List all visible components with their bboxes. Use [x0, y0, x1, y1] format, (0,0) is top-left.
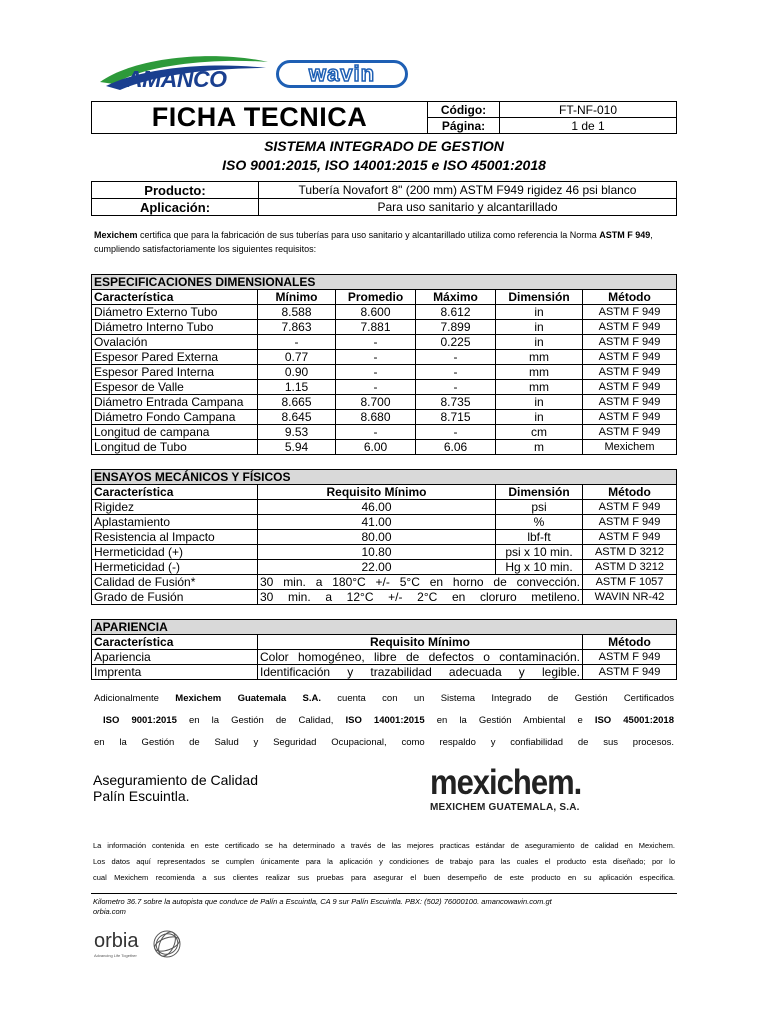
method-cell: ASTM F 1057 [583, 575, 677, 590]
additional-line-1 [94, 693, 674, 704]
pagina-label: Página: [428, 118, 500, 134]
column-header: Requisito Mínimo [258, 635, 583, 650]
characteristic-cell: Diámetro Externo Tubo [92, 305, 258, 320]
characteristic-cell: Espesor Pared Externa [92, 350, 258, 365]
value-cell: 8.600 [336, 305, 416, 320]
value-cell: in [496, 305, 583, 320]
value-cell: 7.899 [416, 320, 496, 335]
additional-text: en la Gestión de Calidad, [176, 715, 346, 726]
requirement-cell: 41.00 [258, 515, 496, 530]
value-cell: - [416, 350, 496, 365]
iso-9001: ISO 9001:2015 [103, 715, 177, 726]
dimensional-header-row [92, 290, 677, 305]
method-cell: WAVIN NR-42 [583, 590, 677, 605]
value-cell: 0.90 [258, 365, 336, 380]
disclaimer-line-2: Los datos aquí representados se cumplen únicamente para la aplicación y condiciones de trabajo para las cuales el producto esta diseñado; por lo [93, 857, 675, 866]
value-cell: mm [496, 380, 583, 395]
characteristic-cell: Imprenta [92, 665, 258, 680]
value-cell: 8.612 [416, 305, 496, 320]
table-row [92, 335, 677, 350]
product-table [91, 181, 677, 216]
characteristic-cell: Resistencia al Impacto [92, 530, 258, 545]
value-cell: 8.645 [258, 410, 336, 425]
disclaimer-line-3: cual Mexichem recomienda a sus clientes realizar sus pruebas para asegurar el buen desempeño de este producto en su aplicación especifica. [93, 873, 675, 882]
method-cell: ASTM D 3212 [583, 560, 677, 575]
column-header: Máximo [416, 290, 496, 305]
requirement-cell: 80.00 [258, 530, 496, 545]
value-cell: 7.863 [258, 320, 336, 335]
document-title: FICHA TECNICA [92, 102, 428, 134]
value-cell: Mexichem [583, 440, 677, 455]
appearance-header-row [92, 635, 677, 650]
value-cell: 1.15 [258, 380, 336, 395]
intro-text-end: , cumpliendo satisfactoriamente los siguientes requisitos: [94, 230, 653, 254]
mexichem-logo [430, 761, 610, 813]
mechanical-section-title: ENSAYOS MECÁNICOS Y FÍSICOS [92, 470, 677, 485]
value-cell: ASTM F 949 [583, 335, 677, 350]
value-cell: 8.735 [416, 395, 496, 410]
value-cell: - [336, 380, 416, 395]
table-row [92, 395, 677, 410]
table-row [92, 350, 677, 365]
requirement-cell: 46.00 [258, 500, 496, 515]
column-header: Característica [92, 485, 258, 500]
table-row [92, 440, 677, 455]
characteristic-cell: Diámetro Fondo Campana [92, 410, 258, 425]
mexichem-wordmark: mexichem. [430, 761, 582, 802]
value-cell: mm [496, 350, 583, 365]
value-cell: cm [496, 425, 583, 440]
orbia-tagline: Advancing Life Together [94, 953, 137, 958]
value-cell: - [416, 380, 496, 395]
disclaimer-line-1: La información contenida en este certificado se ha determinado a través de las mejores practicas estándar de aseguramiento de calidad en Mexichem. [93, 841, 675, 850]
characteristic-cell: Aplastamiento [92, 515, 258, 530]
mechanical-header-row [92, 485, 677, 500]
orbia-globe-icon [150, 928, 184, 960]
value-cell: ASTM F 949 [583, 320, 677, 335]
value-cell: 8.665 [258, 395, 336, 410]
characteristic-cell: Longitud de Tubo [92, 440, 258, 455]
table-row [92, 305, 677, 320]
value-cell: 0.225 [416, 335, 496, 350]
table-row [92, 665, 677, 680]
column-header: Promedio [336, 290, 416, 305]
value-cell: - [258, 335, 336, 350]
qa-department: Aseguramiento de Calidad [93, 772, 258, 788]
column-header: Método [583, 485, 677, 500]
column-header: Método [583, 290, 677, 305]
value-cell: 8.588 [258, 305, 336, 320]
value-cell: in [496, 320, 583, 335]
requirement-cell: 30 min. a 180°C +/- 5°C en horno de convección. [258, 575, 583, 590]
requirement-cell: 10.80 [258, 545, 496, 560]
value-cell: - [336, 335, 416, 350]
requirement-cell: Identificación y trazabilidad adecuada y legible. [258, 665, 583, 680]
characteristic-cell: Espesor Pared Interna [92, 365, 258, 380]
header-table [91, 101, 677, 134]
method-cell: ASTM F 949 [583, 530, 677, 545]
column-header: Dimensión [496, 485, 583, 500]
table-row [92, 530, 677, 545]
characteristic-cell: Hermeticidad (+) [92, 545, 258, 560]
method-cell: ASTM F 949 [583, 515, 677, 530]
value-cell: 5.94 [258, 440, 336, 455]
value-cell: m [496, 440, 583, 455]
appearance-table [91, 619, 677, 680]
value-cell: ASTM F 949 [583, 350, 677, 365]
characteristic-cell: Hermeticidad (-) [92, 560, 258, 575]
amanco-logo [96, 52, 276, 96]
method-cell: ASTM F 949 [583, 665, 677, 680]
wavin-wordmark: wavin [308, 61, 376, 86]
table-row [92, 365, 677, 380]
additional-line-2 [103, 715, 674, 726]
value-cell: - [416, 365, 496, 380]
column-header: Característica [92, 635, 258, 650]
intro-standard: ASTM F 949 [599, 230, 651, 240]
pagina-value: 1 de 1 [500, 118, 677, 134]
characteristic-cell: Ovalación [92, 335, 258, 350]
characteristic-cell: Espesor de Valle [92, 380, 258, 395]
value-cell: - [416, 425, 496, 440]
value-cell: 9.53 [258, 425, 336, 440]
table-row [92, 320, 677, 335]
qa-location: Palín Escuintla. [93, 788, 190, 804]
value-cell: ASTM F 949 [583, 365, 677, 380]
dimension-cell: psi [496, 500, 583, 515]
value-cell: - [336, 350, 416, 365]
intro-company: Mexichem [94, 230, 138, 240]
characteristic-cell: Apariencia [92, 650, 258, 665]
table-row [92, 515, 677, 530]
wavin-logo [276, 60, 408, 88]
iso-14001: ISO 14001:2015 [345, 715, 425, 726]
value-cell: 6.06 [416, 440, 496, 455]
value-cell: 6.00 [336, 440, 416, 455]
value-cell: ASTM F 949 [583, 410, 677, 425]
method-cell: ASTM F 949 [583, 650, 677, 665]
method-cell: ASTM F 949 [583, 500, 677, 515]
producto-value: Tubería Novafort 8" (200 mm) ASTM F949 rigidez 46 psi blanco [259, 182, 677, 199]
requirement-cell: Color homogéneo, libre de defectos o contaminación. [258, 650, 583, 665]
additional-line-3: en la Gestión de Salud y Seguridad Ocupacional, como respaldo y confiabilidad de sus procesos. [94, 737, 674, 748]
table-row [92, 560, 677, 575]
additional-text: en la Gestión Ambiental e [424, 715, 595, 726]
column-header: Método [583, 635, 677, 650]
table-row [92, 650, 677, 665]
mexichem-subtitle: MEXICHEM GUATEMALA, S.A. [430, 802, 580, 813]
codigo-value: FT-NF-010 [500, 102, 677, 118]
additional-text: cuenta con un Sistema Integrado de Gestión Certificados [320, 693, 674, 704]
value-cell: in [496, 335, 583, 350]
characteristic-cell: Rigidez [92, 500, 258, 515]
value-cell: ASTM F 949 [583, 380, 677, 395]
table-row [92, 380, 677, 395]
method-cell: ASTM D 3212 [583, 545, 677, 560]
additional-company: Mexichem Guatemala S.A. [175, 693, 321, 704]
column-header: Característica [92, 290, 258, 305]
aplicacion-value: Para uso sanitario y alcantarillado [259, 199, 677, 216]
dimension-cell: Hg x 10 min. [496, 560, 583, 575]
codigo-label: Código: [428, 102, 500, 118]
dimension-cell: lbf-ft [496, 530, 583, 545]
dimensional-section-title: ESPECIFICACIONES DIMENSIONALES [92, 275, 677, 290]
requirement-cell: 22.00 [258, 560, 496, 575]
dimensional-table [91, 274, 677, 455]
characteristic-cell: Diámetro Entrada Campana [92, 395, 258, 410]
characteristic-cell: Diámetro Interno Tubo [92, 320, 258, 335]
value-cell: 0.77 [258, 350, 336, 365]
table-row [92, 545, 677, 560]
characteristic-cell: Grado de Fusión [92, 590, 258, 605]
value-cell: - [336, 425, 416, 440]
system-title: SISTEMA INTEGRADO DE GESTION [264, 138, 504, 154]
additional-text: Adicionalmente [94, 693, 176, 704]
table-row [92, 410, 677, 425]
value-cell: 8.700 [336, 395, 416, 410]
aplicacion-label: Aplicación: [92, 199, 259, 216]
value-cell: 7.881 [336, 320, 416, 335]
value-cell: mm [496, 365, 583, 380]
table-row [92, 590, 677, 605]
intro-paragraph [94, 228, 674, 256]
amanco-wordmark: AMANCO [126, 66, 227, 92]
value-cell: in [496, 410, 583, 425]
system-standards: ISO 9001:2015, ISO 14001:2015 e ISO 45001:2018 [222, 157, 546, 173]
footer-web: orbia.com [93, 907, 126, 916]
value-cell: 8.680 [336, 410, 416, 425]
orbia-wordmark: orbia [94, 930, 139, 952]
table-row [92, 500, 677, 515]
dimension-cell: % [496, 515, 583, 530]
footer-address: Kilometro 36.7 sobre la autopista que conduce de Palín a Escuintla, CA 9 sur Palín Escuintla. PBX: (502) 76000100. amancowavin.com.gt [93, 897, 552, 906]
table-row [92, 425, 677, 440]
appearance-section-title: APARIENCIA [92, 620, 677, 635]
value-cell: in [496, 395, 583, 410]
footer-divider [91, 893, 677, 894]
iso-45001: ISO 45001:2018 [594, 715, 674, 726]
mechanical-table [91, 469, 677, 605]
column-header: Mínimo [258, 290, 336, 305]
value-cell: ASTM F 949 [583, 305, 677, 320]
value-cell: - [336, 365, 416, 380]
value-cell: ASTM F 949 [583, 425, 677, 440]
column-header: Requisito Mínimo [258, 485, 496, 500]
value-cell: 8.715 [416, 410, 496, 425]
column-header: Dimensión [496, 290, 583, 305]
orbia-logo [94, 926, 194, 966]
table-row [92, 575, 677, 590]
producto-label: Producto: [92, 182, 259, 199]
intro-text: certifica que para la fabricación de sus tuberías para uso sanitario y alcantarillado utiliza como referencia la Norma [137, 230, 600, 240]
value-cell: ASTM F 949 [583, 395, 677, 410]
requirement-cell: 30 min. a 12°C +/- 2°C en cloruro metileno. [258, 590, 583, 605]
dimension-cell: psi x 10 min. [496, 545, 583, 560]
characteristic-cell: Calidad de Fusión* [92, 575, 258, 590]
characteristic-cell: Longitud de campana [92, 425, 258, 440]
